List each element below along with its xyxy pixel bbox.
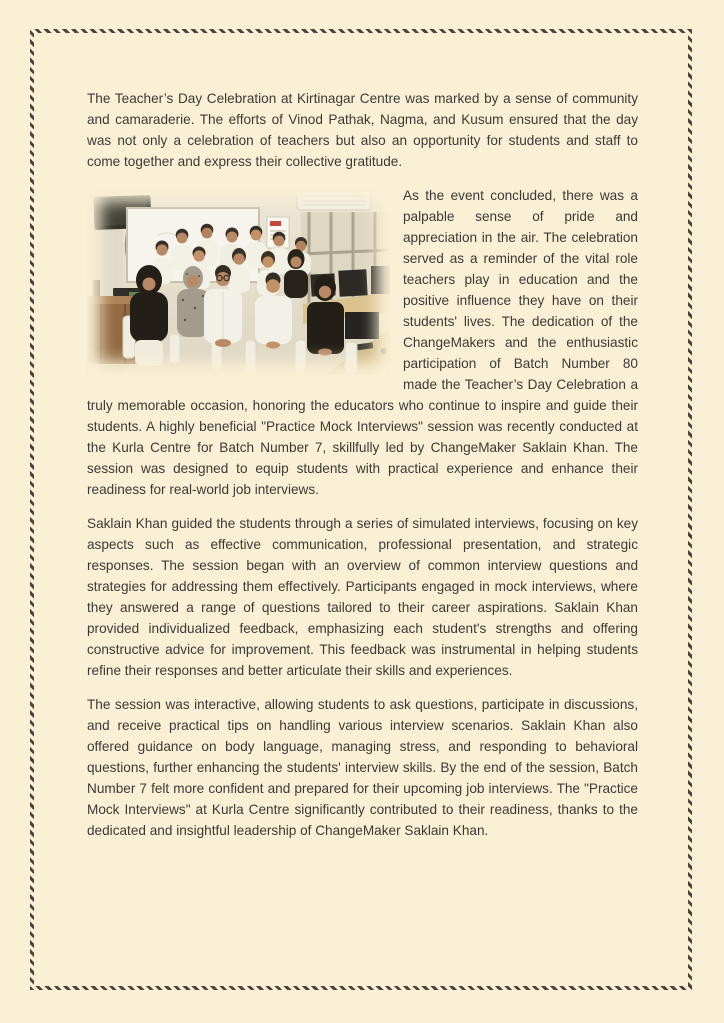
photo-tint	[87, 188, 390, 375]
paragraph-session-interactive: The session was interactive, allowing students to ask questions, participate in discussions, and receive practical tips on handling various interview scenarios. Saklain Khan also offered guidance on body language, managing stress, and responding to behavioral questions, further enhancing the students' interview skills. By the end of the session, Batch Number 7 felt more confident and prepared for their upcoming job interviews. The "Practice Mock Interviews" at Kurla Centre significantly contributed to their readiness, thanks to the dedicated and insightful leadership of ChangeMaker Saklain Khan.	[87, 697, 638, 838]
paragraph-simulated-interviews: Saklain Khan guided the students through a series of simulated interviews, focusing on key aspects such as effective communication, professional presentation, and strategic responses. The session began with an overview of common interview questions and strategies for addressing them effectively. Participants engaged in mock interviews, where they answered a range of questions tailored to their career aspirations. Saklain Khan provided individualized feedback, emphasizing each student's strengths and offering constructive advice for improvement. This feedback was instrumental in helping students refine their responses and better articulate their skills and experiences.	[87, 516, 638, 678]
classroom-group-photo-graphic	[87, 188, 390, 375]
classroom-group-photo	[87, 188, 390, 375]
document-body	[87, 88, 638, 854]
paragraph-teachers-day-intro: The Teacher’s Day Celebration at Kirtinagar Centre was marked by a sense of community and camaraderie. The efforts of Vinod Pathak, Nagma, and Kusum ensured that the day was not only a celebration of teachers but also an opportunity for students and staff to come together and express their collective gratitude.	[87, 91, 638, 169]
paragraph-event-conclusion-and-mock-interviews: As the event concluded, there was a palpable sense of pride and appreciation in the air. The celebration served as a reminder of the vital role teachers play in education and the positive influence they have on their students' lives. The dedication of the ChangeMakers and the enthusiastic participation of Batch Number 80 made the Teacher’s Day Celebration a truly memorable occasion, honoring the educators who continue to inspire and guide their students. A highly beneficial "Practice Mock Interviews" session was recently conducted at the Kurla Centre for Batch Number 7, skillfully led by ChangeMaker Saklain Khan. The session was designed to equip students with practical experience and enhance their readiness for real-world job interviews.	[87, 188, 638, 497]
